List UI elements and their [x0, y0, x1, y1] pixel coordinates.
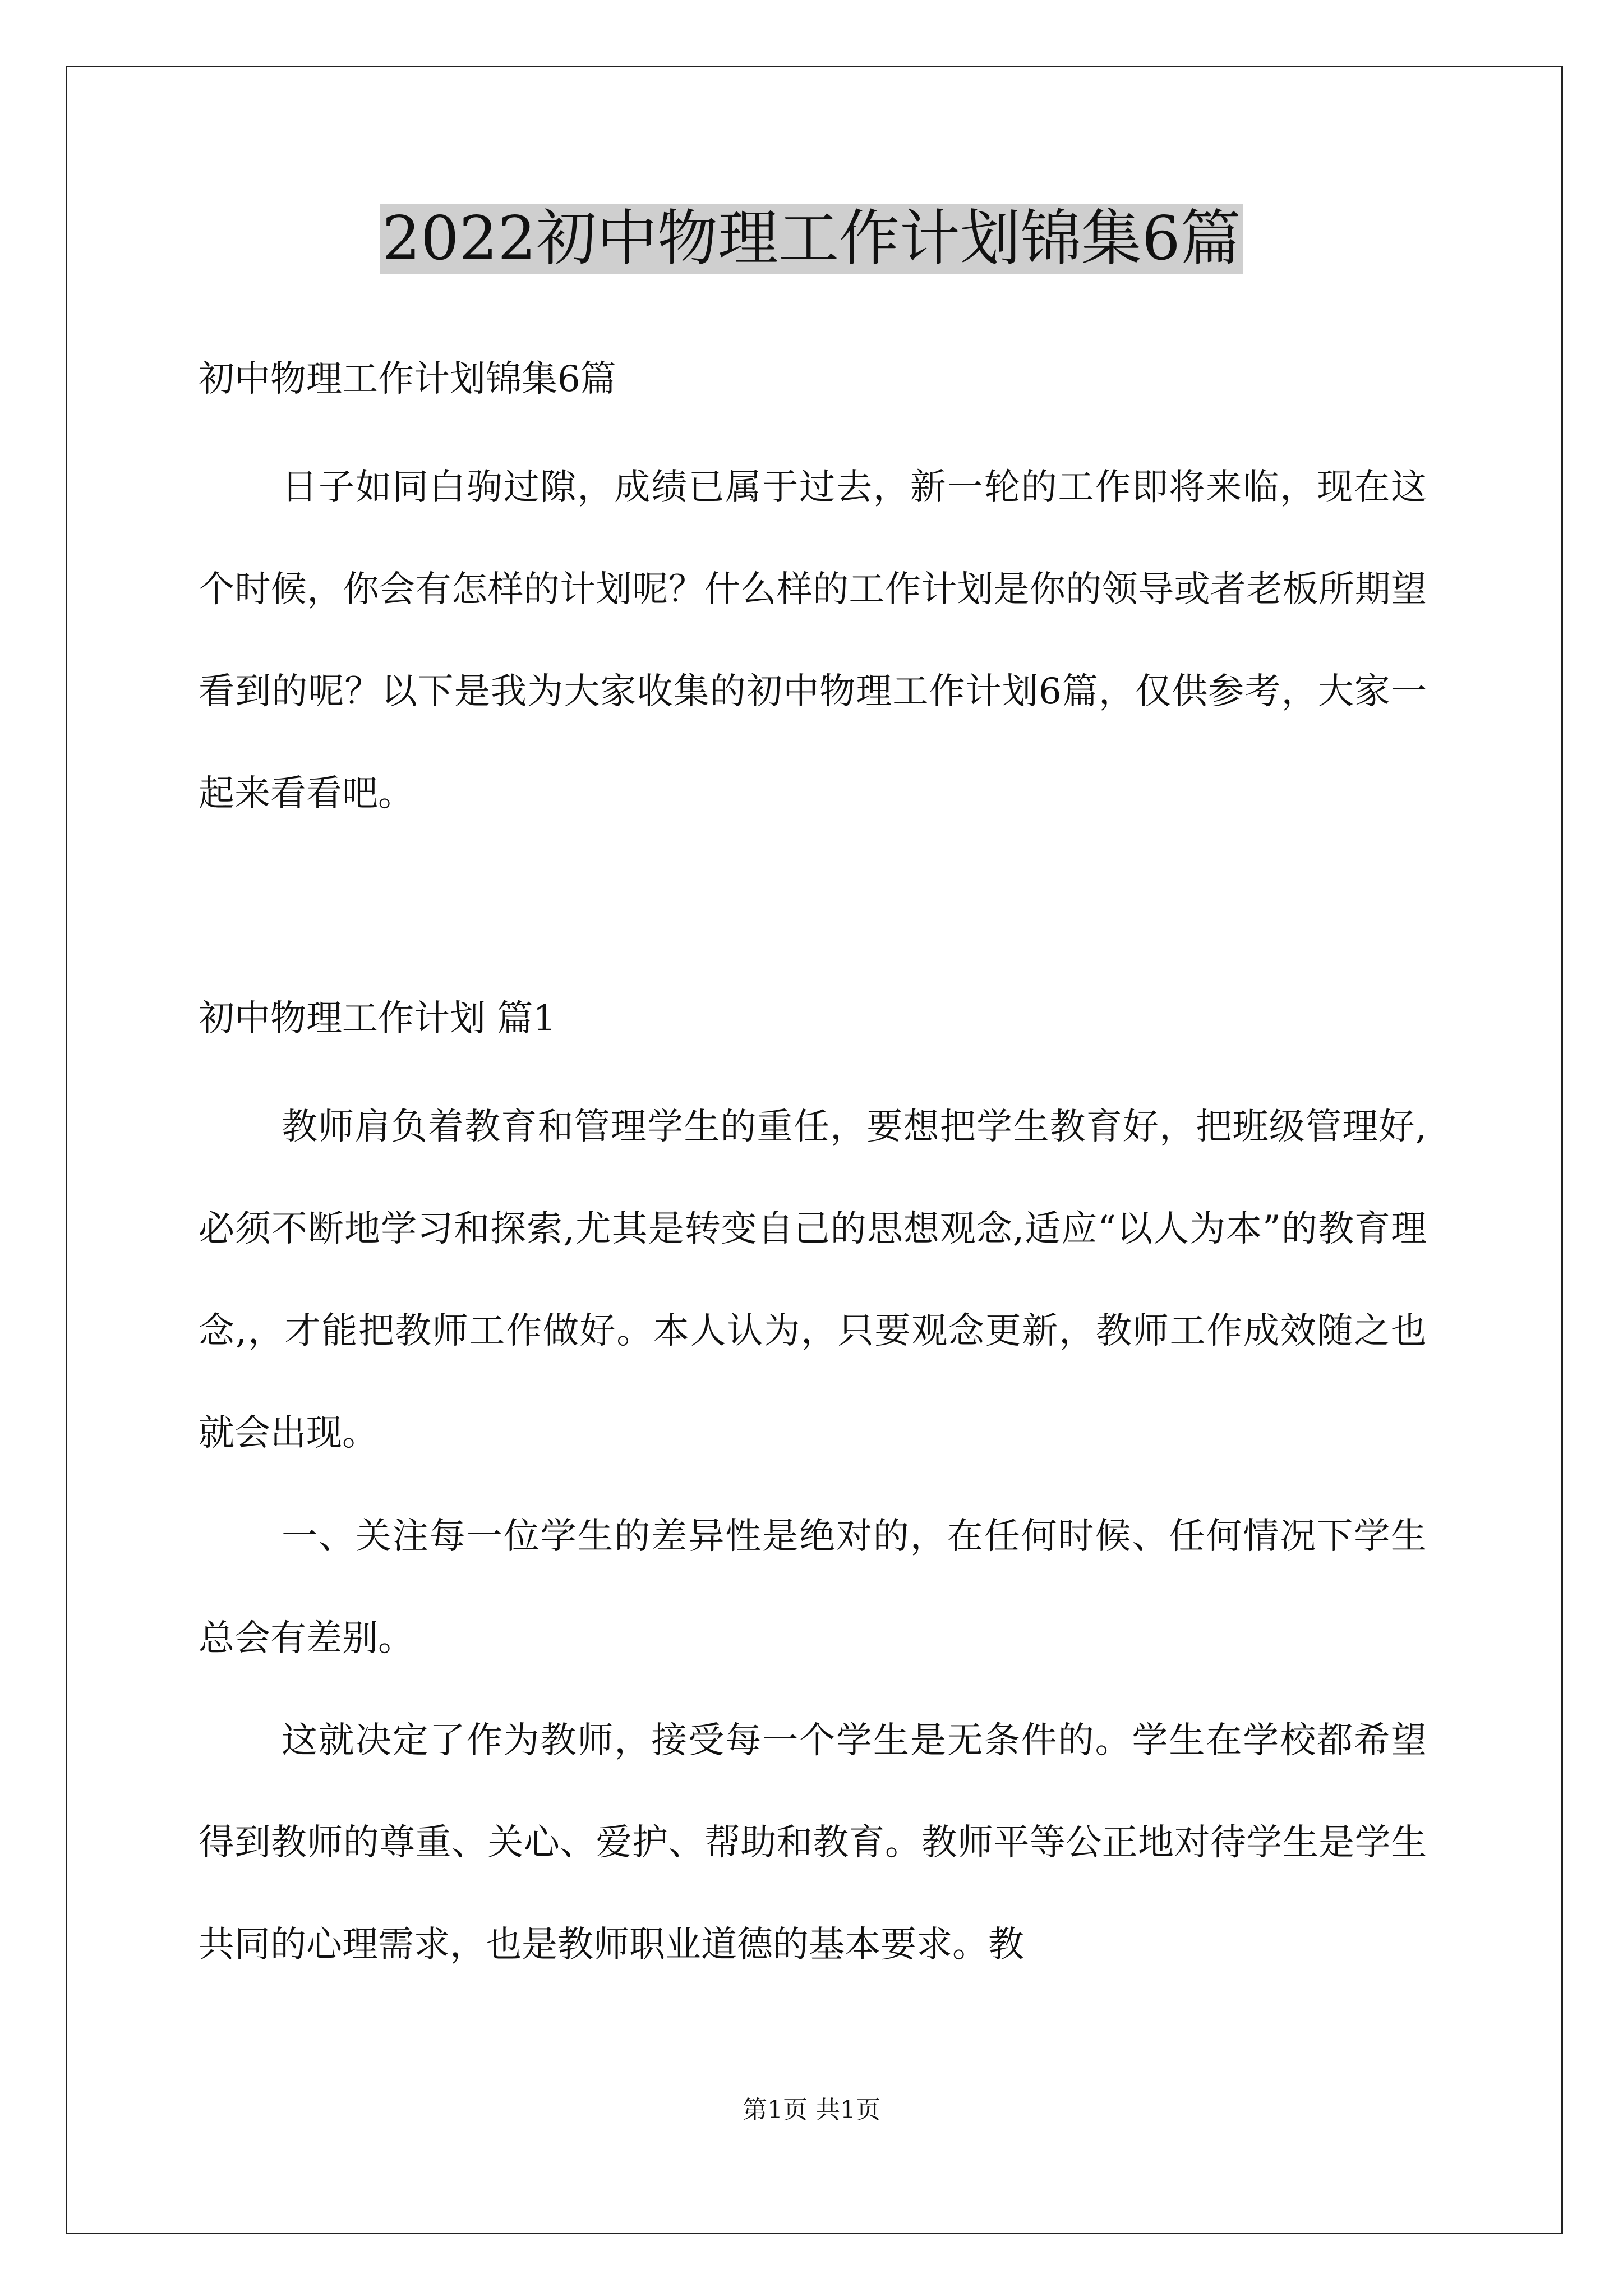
- page-number-footer: 第1页 共1页: [743, 2096, 880, 2124]
- document-title-text: 2022初中物理工作计划锦集6篇: [380, 204, 1243, 274]
- intro-paragraph: 日子如同白驹过隙，成绩已属于过去，新一轮的工作即将来临，现在这个时候，你会有怎样的计划呢？什么样的工作计划是你的领导或者老板所期望看到的呢？以下是我为大家收集的初中物理工作计划6篇，仅供参考，大家一起来看看吧。: [199, 467, 1427, 815]
- section-heading-1: 初中物理工作计划 篇1: [199, 998, 556, 1039]
- document-subtitle: 初中物理工作计划锦集6篇: [199, 358, 616, 400]
- body-paragraph-3: 这就决定了作为教师，接受每一个学生是无条件的。学生在学校都希望得到教师的尊重、关心、爱护、帮助和教育。教师平等公正地对待学生是学生共同的心理需求，也是教师职业道德的基本要求。教: [199, 1720, 1427, 1966]
- document-title: [0, 200, 1623, 278]
- body-paragraph-2: 一、关注每一位学生的差异性是绝对的，在任何时候、任何情况下学生总会有差别。: [199, 1516, 1427, 1659]
- body-paragraph-1: 教师肩负着教育和管理学生的重任，要想把学生教育好，把班级管理好,必须不断地学习和探索,尤其是转变自己的思想观念,适应“以人为本”的教育理念,，才能把教师工作做好。本人认为，只要观念更新，教师工作成效随之也就会出现。: [199, 1106, 1427, 1454]
